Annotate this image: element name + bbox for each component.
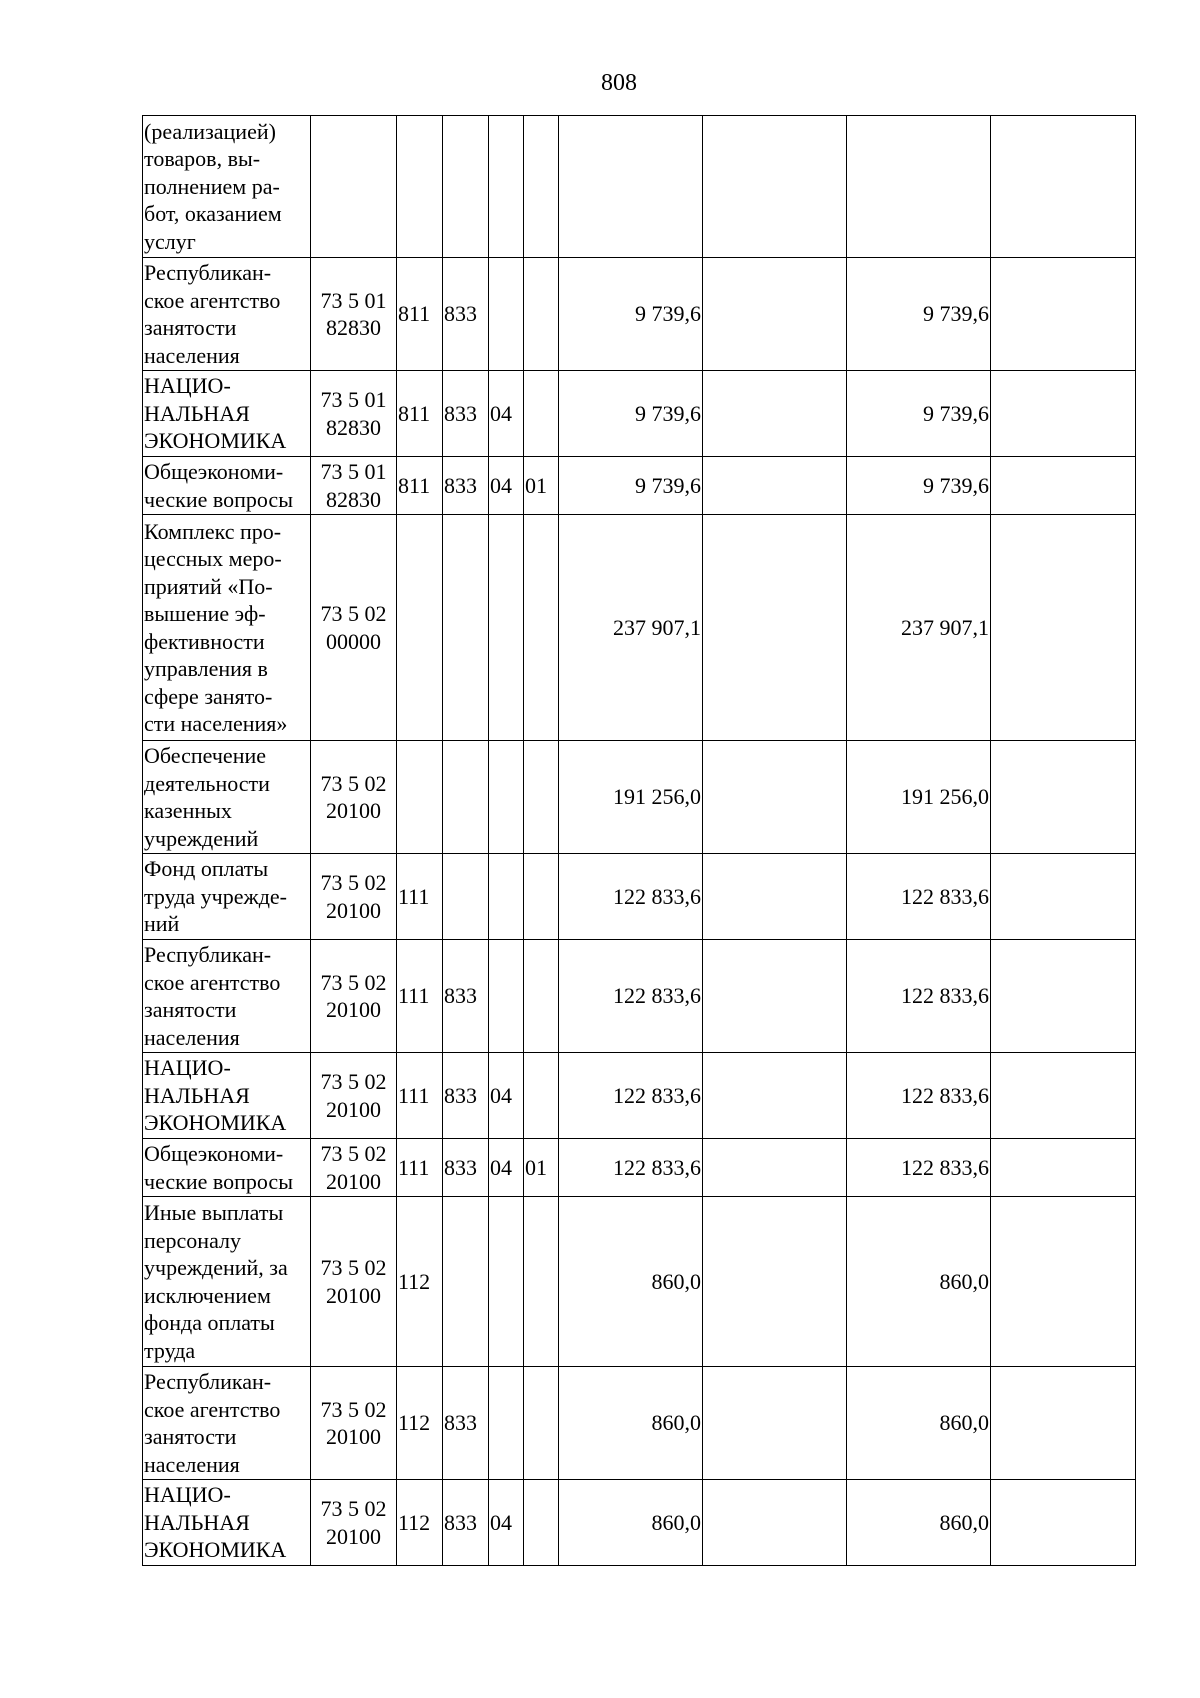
- name-line: труда: [144, 1337, 196, 1363]
- cell-amount-col3: [847, 116, 991, 258]
- cell-amount-col4: [991, 457, 1136, 515]
- name-line: НАЛЬНАЯ: [144, 400, 250, 426]
- cell-amount-col4: [991, 258, 1136, 371]
- cell-amount-col2: [703, 1367, 847, 1480]
- target-article-line: 82830: [326, 315, 381, 340]
- cell-ministry-code: 833: [443, 1480, 489, 1566]
- target-article-line: 73 5 02: [320, 1496, 387, 1521]
- name-line: фонда оплаты: [144, 1310, 275, 1335]
- cell-section: 04: [489, 1480, 524, 1566]
- cell-expense-type: 112: [397, 1197, 443, 1367]
- cell-amount-col3: 860,0: [847, 1480, 991, 1566]
- cell-expense-type: 111: [397, 940, 443, 1053]
- name-line: ЭКОНОМИКА: [144, 428, 287, 454]
- name-line: НАЦИО-: [144, 1055, 231, 1081]
- cell-ministry-code: [443, 1197, 489, 1367]
- cell-ministry-code: [443, 854, 489, 940]
- table-row: [143, 371, 1136, 457]
- cell-amount-col4: [991, 515, 1136, 741]
- cell-ministry-code: 833: [443, 1053, 489, 1139]
- cell-amount-col2: [703, 854, 847, 940]
- table-row: [143, 1367, 1136, 1480]
- table-row: [143, 1053, 1136, 1139]
- target-article-line: 20100: [326, 798, 381, 823]
- name-line: населения: [144, 1024, 240, 1050]
- cell-amount-total: 9 739,6: [559, 457, 703, 515]
- cell-amount-col4: [991, 116, 1136, 258]
- cell-amount-col3: 122 833,6: [847, 940, 991, 1053]
- cell-name: [143, 457, 311, 515]
- cell-amount-total: 237 907,1: [559, 515, 703, 741]
- target-article-line: 20100: [326, 1096, 381, 1122]
- cell-target-article: [311, 854, 397, 940]
- target-article-line: 20100: [326, 1424, 381, 1449]
- cell-subsection: 01: [524, 457, 559, 515]
- cell-amount-col4: [991, 371, 1136, 457]
- name-line: ское агентство: [144, 287, 281, 313]
- target-article-line: 73 5 01: [320, 387, 387, 412]
- cell-amount-col3: 191 256,0: [847, 741, 991, 854]
- cell-section: [489, 515, 524, 741]
- target-article-line: 73 5 02: [320, 1141, 387, 1166]
- name-line: казенных: [144, 798, 232, 823]
- name-line: персоналу: [144, 1227, 242, 1253]
- name-line: НАЛЬНАЯ: [144, 1082, 250, 1108]
- cell-subsection: [524, 1480, 559, 1566]
- cell-section: [489, 116, 524, 258]
- cell-amount-total: 122 833,6: [559, 1139, 703, 1197]
- cell-name: [143, 1197, 311, 1367]
- target-article-line: 82830: [326, 486, 381, 512]
- cell-subsection: [524, 854, 559, 940]
- table-row: [143, 457, 1136, 515]
- cell-amount-col3: 9 739,6: [847, 258, 991, 371]
- name-line: сти населения»: [144, 711, 288, 736]
- table-row: [143, 741, 1136, 854]
- cell-expense-type: [397, 116, 443, 258]
- cell-expense-type: 112: [397, 1367, 443, 1480]
- target-article-line: 73 5 02: [320, 1396, 387, 1422]
- cell-subsection: [524, 1053, 559, 1139]
- cell-name: [143, 371, 311, 457]
- cell-amount-total: 860,0: [559, 1367, 703, 1480]
- cell-amount-total: [559, 116, 703, 258]
- cell-expense-type: 811: [397, 258, 443, 371]
- cell-name: [143, 741, 311, 854]
- table-row: [143, 1139, 1136, 1197]
- cell-amount-col4: [991, 854, 1136, 940]
- cell-section: [489, 258, 524, 371]
- cell-target-article: [311, 1480, 397, 1566]
- cell-amount-col4: [991, 1197, 1136, 1367]
- cell-amount-col4: [991, 1367, 1136, 1480]
- cell-amount-total: 860,0: [559, 1197, 703, 1367]
- cell-amount-col2: [703, 1053, 847, 1139]
- cell-amount-col2: [703, 515, 847, 741]
- cell-amount-col2: [703, 741, 847, 854]
- cell-target-article: [311, 1197, 397, 1367]
- cell-amount-col3: 860,0: [847, 1197, 991, 1367]
- budget-table: [142, 115, 1136, 1566]
- name-line: услуг: [144, 228, 196, 254]
- cell-amount-col3: 9 739,6: [847, 371, 991, 457]
- name-line: Общеэкономи-: [144, 459, 284, 484]
- name-line: управления в: [144, 656, 268, 681]
- table-body: [143, 116, 1136, 1566]
- cell-ministry-code: 833: [443, 940, 489, 1053]
- cell-section: [489, 1367, 524, 1480]
- name-line: товаров, вы-: [144, 146, 261, 172]
- target-article-line: 73 5 02: [320, 870, 387, 895]
- cell-target-article: [311, 741, 397, 854]
- cell-target-article: [311, 371, 397, 457]
- target-article-line: 20100: [326, 1168, 381, 1194]
- table-row: [143, 515, 1136, 741]
- cell-subsection: 01: [524, 1139, 559, 1197]
- target-article-line: 73 5 02: [320, 969, 387, 995]
- target-article-line: 20100: [326, 1523, 381, 1549]
- cell-amount-col3: 122 833,6: [847, 854, 991, 940]
- cell-amount-total: 860,0: [559, 1480, 703, 1566]
- name-line: занятости: [144, 315, 237, 340]
- cell-amount-total: 9 739,6: [559, 371, 703, 457]
- cell-subsection: [524, 258, 559, 371]
- cell-ministry-code: 833: [443, 371, 489, 457]
- cell-subsection: [524, 116, 559, 258]
- cell-subsection: [524, 940, 559, 1053]
- cell-ministry-code: [443, 515, 489, 741]
- cell-amount-col3: 122 833,6: [847, 1053, 991, 1139]
- name-line: НАЛЬНАЯ: [144, 1509, 250, 1535]
- cell-ministry-code: 833: [443, 1139, 489, 1197]
- name-line: учреждений: [144, 825, 259, 851]
- cell-section: [489, 854, 524, 940]
- cell-target-article: [311, 258, 397, 371]
- name-line: Иные выплаты: [144, 1200, 284, 1225]
- cell-amount-col4: [991, 1139, 1136, 1197]
- cell-amount-total: 122 833,6: [559, 1053, 703, 1139]
- name-line: приятий «По-: [144, 573, 273, 599]
- target-article-line: 20100: [326, 1282, 381, 1308]
- cell-subsection: [524, 741, 559, 854]
- target-article-line: 20100: [326, 997, 381, 1022]
- name-line: НАЦИО-: [144, 1482, 231, 1508]
- cell-amount-col4: [991, 1480, 1136, 1566]
- cell-target-article: [311, 515, 397, 741]
- name-line: Фонд оплаты: [144, 856, 269, 882]
- table-row: [143, 940, 1136, 1053]
- cell-section: [489, 940, 524, 1053]
- cell-subsection: [524, 515, 559, 741]
- cell-target-article: [311, 940, 397, 1053]
- cell-amount-col2: [703, 1197, 847, 1367]
- name-line: бот, оказанием: [144, 201, 282, 227]
- table-row: [143, 1480, 1136, 1566]
- target-article-line: 73 5 02: [320, 1255, 387, 1280]
- cell-name: [143, 1367, 311, 1480]
- name-line: Комплекс про-: [144, 518, 282, 544]
- name-line: вышение эф-: [144, 601, 266, 626]
- cell-expense-type: 112: [397, 1480, 443, 1566]
- name-line: Республикан-: [144, 942, 272, 967]
- cell-name: [143, 515, 311, 741]
- cell-amount-col2: [703, 1139, 847, 1197]
- name-line: ЭКОНОМИКА: [144, 1537, 287, 1563]
- cell-subsection: [524, 371, 559, 457]
- cell-ministry-code: [443, 741, 489, 854]
- name-line: деятельности: [144, 770, 270, 796]
- cell-section: [489, 741, 524, 854]
- cell-target-article: [311, 1053, 397, 1139]
- target-article-line: 00000: [326, 628, 381, 654]
- cell-amount-col3: 237 907,1: [847, 515, 991, 741]
- name-line: сфере занято-: [144, 683, 273, 709]
- cell-amount-col4: [991, 741, 1136, 854]
- name-line: населения: [144, 342, 240, 368]
- cell-name: [143, 1139, 311, 1197]
- name-line: труда учрежде-: [144, 883, 287, 909]
- cell-amount-col2: [703, 258, 847, 371]
- cell-expense-type: [397, 741, 443, 854]
- name-line: учреждений, за: [144, 1255, 288, 1280]
- name-line: исключением: [144, 1282, 271, 1308]
- cell-subsection: [524, 1367, 559, 1480]
- cell-amount-total: 9 739,6: [559, 258, 703, 371]
- name-line: ний: [144, 911, 180, 937]
- name-line: НАЦИО-: [144, 373, 231, 399]
- cell-amount-col2: [703, 940, 847, 1053]
- cell-name: [143, 940, 311, 1053]
- table-row: [143, 116, 1136, 258]
- cell-ministry-code: 833: [443, 258, 489, 371]
- cell-amount-col2: [703, 1480, 847, 1566]
- name-line: ческие вопросы: [144, 486, 293, 512]
- cell-section: 04: [489, 371, 524, 457]
- target-article-line: 73 5 01: [320, 287, 387, 313]
- cell-amount-col4: [991, 1053, 1136, 1139]
- target-article-line: 73 5 01: [320, 459, 387, 484]
- cell-expense-type: [397, 515, 443, 741]
- cell-target-article: [311, 457, 397, 515]
- cell-name: [143, 116, 311, 258]
- cell-name: [143, 1480, 311, 1566]
- cell-amount-total: 122 833,6: [559, 854, 703, 940]
- target-article-line: 73 5 02: [320, 1069, 387, 1094]
- cell-amount-col4: [991, 940, 1136, 1053]
- name-line: Обеспечение: [144, 743, 266, 768]
- cell-amount-col3: 860,0: [847, 1367, 991, 1480]
- cell-subsection: [524, 1197, 559, 1367]
- cell-expense-type: 111: [397, 1139, 443, 1197]
- table-row: [143, 854, 1136, 940]
- name-line: ское агентство: [144, 1396, 281, 1422]
- name-line: полнением ра-: [144, 173, 280, 199]
- cell-amount-col3: 9 739,6: [847, 457, 991, 515]
- target-article-line: 20100: [326, 897, 381, 923]
- name-line: цессных меро-: [144, 546, 282, 571]
- cell-ministry-code: [443, 116, 489, 258]
- target-article-line: 82830: [326, 414, 381, 440]
- name-line: (реализацией): [144, 118, 276, 144]
- cell-name: [143, 1053, 311, 1139]
- cell-expense-type: 811: [397, 457, 443, 515]
- cell-target-article: [311, 1139, 397, 1197]
- cell-section: 04: [489, 1053, 524, 1139]
- cell-section: [489, 1197, 524, 1367]
- name-line: занятости: [144, 1424, 237, 1449]
- target-article-line: 73 5 02: [320, 601, 387, 626]
- name-line: фективности: [144, 628, 265, 654]
- cell-ministry-code: 833: [443, 1367, 489, 1480]
- cell-amount-col3: 122 833,6: [847, 1139, 991, 1197]
- cell-amount-total: 191 256,0: [559, 741, 703, 854]
- table-row: [143, 1197, 1136, 1367]
- name-line: Общеэкономи-: [144, 1141, 284, 1166]
- name-line: населения: [144, 1451, 240, 1477]
- cell-expense-type: 811: [397, 371, 443, 457]
- name-line: Республикан-: [144, 260, 272, 285]
- target-article-line: 73 5 02: [320, 770, 387, 796]
- cell-expense-type: 111: [397, 1053, 443, 1139]
- name-line: ЭКОНОМИКА: [144, 1110, 287, 1136]
- cell-name: [143, 854, 311, 940]
- cell-name: [143, 258, 311, 371]
- page-number: 808: [601, 70, 637, 96]
- cell-section: 04: [489, 1139, 524, 1197]
- cell-amount-col2: [703, 116, 847, 258]
- cell-target-article: [311, 1367, 397, 1480]
- table-row: [143, 258, 1136, 371]
- name-line: ческие вопросы: [144, 1168, 293, 1194]
- cell-amount-col2: [703, 371, 847, 457]
- cell-expense-type: 111: [397, 854, 443, 940]
- name-line: занятости: [144, 997, 237, 1022]
- name-line: ское агентство: [144, 969, 281, 995]
- cell-amount-col2: [703, 457, 847, 515]
- cell-section: 04: [489, 457, 524, 515]
- cell-amount-total: 122 833,6: [559, 940, 703, 1053]
- cell-target-article: [311, 116, 397, 258]
- name-line: Республикан-: [144, 1369, 272, 1394]
- cell-ministry-code: 833: [443, 457, 489, 515]
